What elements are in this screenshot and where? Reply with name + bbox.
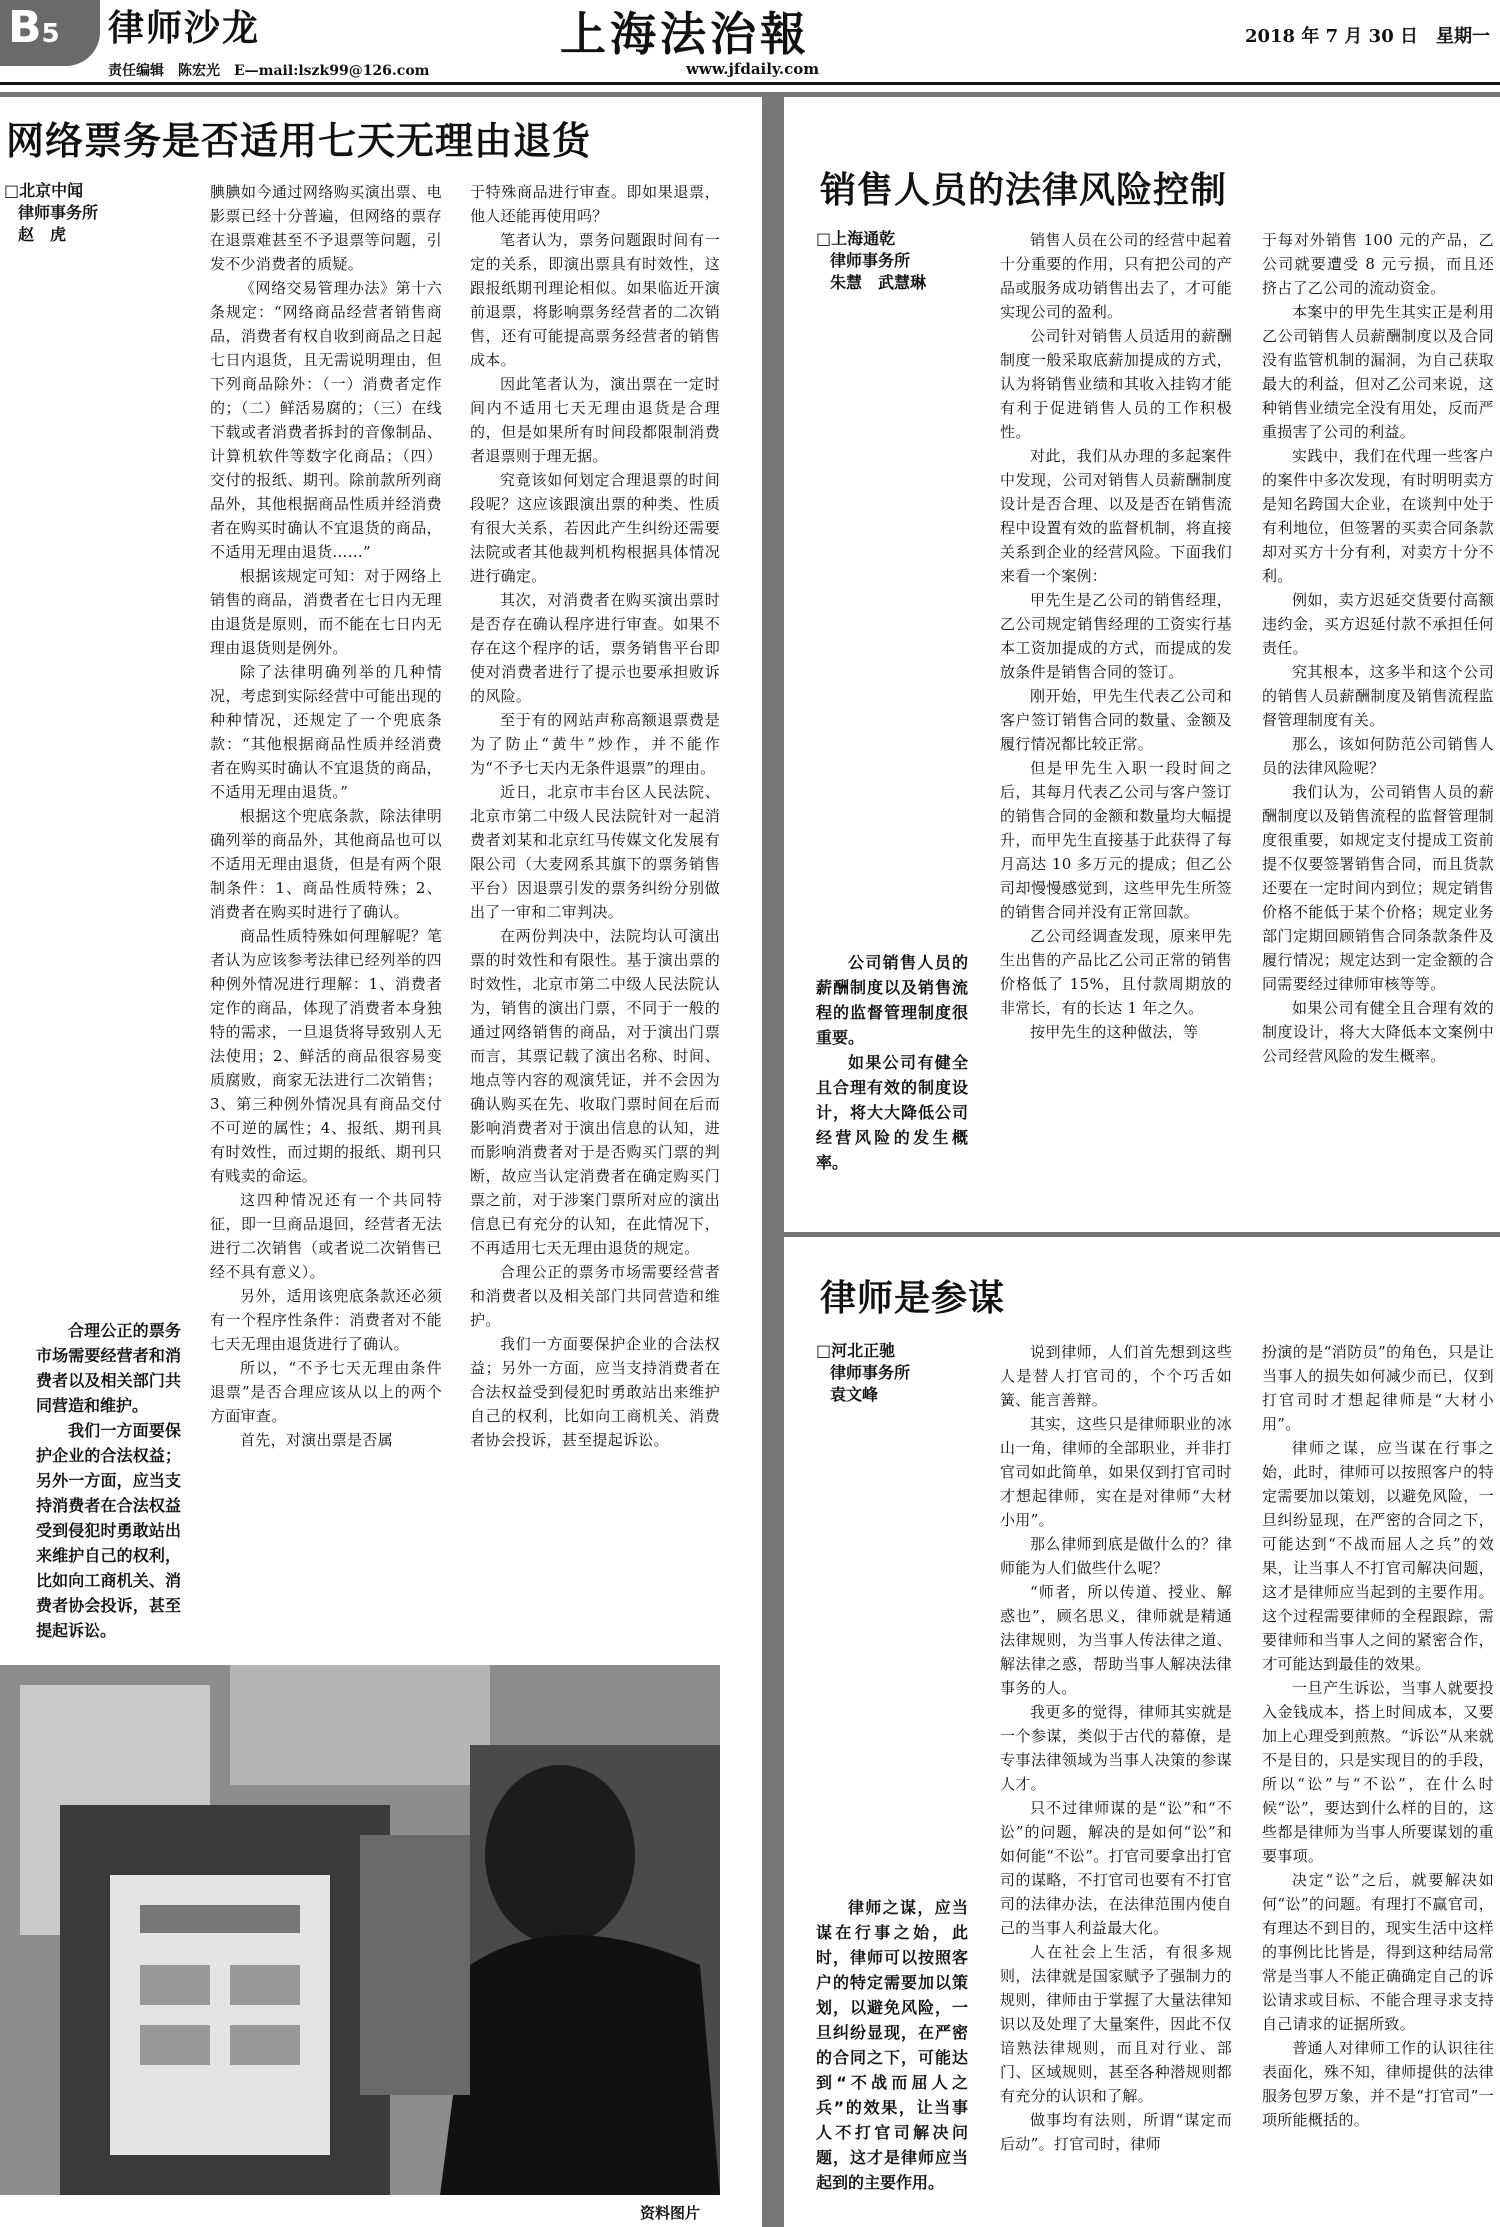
body-paragraph: 人在社会上生活，有很多规则，法律就是国家赋予了强制力的规则，律师由于掌握了大量法律知识以及处理了大量案件，因此不仅谙熟法律规则，而且对行业、部门、区域规则，甚至各种潜规则都有充分的认识和了解。 [1000, 1943, 1232, 2105]
body-paragraph: 其实，这些只是律师职业的冰山一角，律师的全部职业，并非打官司如此简单，如果仅到打官司时才想起律师，实在是对律师“大材小用”。 [1000, 1415, 1232, 1529]
body-paragraph: 但是甲先生入职一段时间之后，其每月代表乙公司与客户签订的销售合同的金额和数量均大幅提升，而甲先生直接基于此获得了每月高达 10 多万元的提成；但乙公司却慢慢感觉到，这些甲先生所签的销售合同并没有正常回款。 [1000, 759, 1232, 921]
article1-title: 网络票务是否适用七天无理由退货 [6, 119, 592, 163]
body-paragraph: 除了法律明确列举的几种情况，考虑到实际经营中可能出现的种种情况，还规定了一个兜底条款：“其他根据商品性质并经消费者在购买时确认不宜退货的商品，不适用无理由退货。” [210, 663, 442, 801]
body-paragraph: 因此笔者认为，演出票在一定时间内不适用七天无理由退货是合理的，但是如果所有时间段都限制消费者退票则于理无据。 [470, 375, 720, 465]
article2-byline-line1: □上海通乾 [816, 229, 896, 248]
page-code: B [8, 2, 42, 53]
body-paragraph: 那么律师到底是做什么的？律师能为人们做些什么呢？ [1000, 1535, 1232, 1577]
article2-byline-line2: 律师事务所 [830, 251, 911, 270]
body-paragraph: 其次，对消费者在购买演出票时是否存在确认程序进行审查。如果不存在这个程序的话，票务销售平台即使对消费者进行了提示也要承担败诉的风险。 [470, 591, 720, 705]
article2-byline [816, 228, 996, 294]
body-paragraph: 合理公正的票务市场需要经营者和消费者以及相关部门共同营造和维护。 [470, 1263, 720, 1329]
article1-byline [4, 180, 114, 246]
site-url: www.jfdaily.com [686, 60, 820, 78]
body-paragraph: 于特殊商品进行审查。即如果退票，他人还能再使用吗？ [470, 183, 720, 225]
article3-col1 [1000, 1340, 1232, 2225]
pull-quote-paragraph: 我们一方面要保护企业的合法权益；另外一方面，应当支持消费者在合法权益受到侵犯时勇敢站出来维护自己的权利，比如向工商机关、消费者协会投诉，甚至提起诉讼。 [36, 1421, 181, 1640]
pull-quote-paragraph: 合理公正的票务市场需要经营者和消费者以及相关部门共同营造和维护。 [36, 1321, 181, 1415]
body-paragraph: 如果公司有健全且合理有效的制度设计，将大大降低本文案例中公司经营风险的发生概率。 [1262, 999, 1494, 1065]
photo-illustration [0, 1665, 720, 2195]
body-paragraph: 普通人对律师工作的认识往往表面化，殊不知，律师提供的法律服务包罗万象，并不是“打官司”一项所能概括的。 [1262, 2039, 1494, 2129]
article2-col1 [1000, 228, 1232, 1168]
body-paragraph: 一旦产生诉讼，当事人就要投入金钱成本，搭上时间成本，又要加上心理受到煎熬。“诉讼”从来就不是目的，只是实现目的的手段，所以“讼”与“不讼”，在什么时候“讼”，要达到什么样的目的，这些都是律师为当事人所要谋划的重要事项。 [1262, 1679, 1494, 1865]
pull-quote-paragraph: 如果公司有健全且合理有效的制度设计，将大大降低公司经营风险的发生概率。 [816, 1053, 968, 1172]
body-paragraph: 实践中，我们在代理一些客户的案件中多次发现，有时明明卖方是知名跨国大企业，在谈判中处于有利地位，但签署的买卖合同条款却对买方十分有利，对卖方十分不利。 [1262, 447, 1494, 585]
body-paragraph: 究其根本，这多半和这个公司的销售人员薪酬制度及销售流程监督管理制度有关。 [1262, 663, 1494, 729]
body-paragraph: 近日，北京市丰台区人民法院、北京市第二中级人民法院针对一起消费者刘某和北京红马传媒文化发展有限公司（大麦网系其旗下的票务销售平台）因退票引发的票务纠纷分别做出了一审和二审判决。 [470, 783, 720, 921]
page-num: 5 [41, 19, 60, 49]
article1-col2 [470, 180, 720, 1640]
body-paragraph: 对此，我们从办理的多起案件中发现，公司对销售人员薪酬制度设计是否合理、以及是否在销售流程中设置有效的监督机制，将直接关系到企业的经营风险。下面我们来看一个案例： [1000, 447, 1232, 585]
pull-quote-paragraph: 律师之谋，应当谋在行事之始，此时，律师可以按照客户的特定需要加以策划，以避免风险，一旦纠纷显现，在严密的合同之下，可能达到“不战而屈人之兵”的效果，让当事人不打官司解决问题，这才是律师应当起到的主要作用。 [816, 1898, 968, 2192]
body-paragraph: 例如，卖方迟延交货要付高额违约金，买方迟延付款不承担任何责任。 [1262, 591, 1494, 657]
article3-byline [816, 1340, 996, 1406]
body-paragraph: 根据这个兜底条款，除法律明确列举的商品外，其他商品也可以不适用无理由退货，但是有两个限制条件：1、商品性质特殊；2、消费者在购买时进行了确认。 [210, 807, 442, 921]
ticket-machine-photo [0, 1665, 720, 2195]
article2-byline-line3: 朱慧 武慧琳 [830, 273, 927, 292]
body-paragraph: 那么，该如何防范公司销售人员的法律风险呢？ [1262, 735, 1494, 777]
body-paragraph: 本案中的甲先生其实正是利用乙公司销售人员薪酬制度以及合同没有监管机制的漏洞，为自己获取最大的利益，但对乙公司来说，这种销售业绩完全没有用处，反而严重损害了公司的利益。 [1262, 303, 1494, 441]
body-paragraph: 《网络交易管理办法》第十六条规定：“网络商品经营者销售商品，消费者有权自收到商品之日起七日内退货，且无需说明理由，但下列商品除外：（一）消费者定作的；（二）鲜活易腐的；（三）在线下载或者消费者拆封的音像制品、计算机软件等数字化商品；（四）交付的报纸、期刊。除前款所列商品外，其他根据商品性质并经消费者在购买时确认不宜退货的商品，不适用无理由退货……” [210, 279, 442, 561]
article3-title: 律师是参谋 [820, 1278, 1006, 1319]
body-paragraph: 另外，适用该兜底条款还必须有一个程序性条件：消费者对不能七天无理由退货进行了确认。 [210, 1287, 442, 1353]
body-paragraph: 做事均有法则，所谓“谋定而后动”。打官司时，律师 [1000, 2111, 1232, 2153]
body-paragraph: 说到律师，人们首先想到这些人是替人打官司的，个个巧舌如簧、能言善辩。 [1000, 1343, 1232, 1409]
body-paragraph: 按甲先生的这种做法，等 [1030, 1023, 1199, 1041]
pull-quote-paragraph: 公司销售人员的薪酬制度以及销售流程的监督管理制度很重要。 [816, 953, 968, 1047]
body-paragraph: 商品性质特殊如何理解呢？笔者认为应该参考法律已经列举的四种例外情况进行理解：1、消费者定作的商品，体现了消费者本身独特的需求，一旦退货将导致别人无法使用；2、鲜活的商品很容易变质腐败，商家无法进行二次销售；3、第三种例外情况具有商品交付不可逆的属性；4、报纸、期刊具有时效性，而过期的报纸、期刊只有贱卖的命运。 [210, 927, 442, 1185]
article2-col2 [1262, 228, 1494, 1168]
body-paragraph: 首先，对演出票是否属 [240, 1431, 394, 1449]
body-paragraph: 决定“讼”之后，就要解决如何“讼”的问题。有理打不赢官司，有理达不到目的，现实生活中这样的事例比比皆是，得到这种结局常常是当事人不能正确确定自己的诉讼请求或目标、不能合理寻求支持自己请求的证据所致。 [1262, 1871, 1494, 2033]
body-paragraph: 我更多的觉得，律师其实就是一个参谋，类似于古代的幕僚，是专事法律领域为当事人决策的参谋人才。 [1000, 1703, 1232, 1793]
article2-title: 销售人员的法律风险控制 [820, 170, 1228, 211]
body-paragraph: 公司针对销售人员适用的薪酬制度一般采取底薪加提成的方式，认为将销售业绩和其收入挂钩才能有利于促进销售人员的工作积极性。 [1000, 327, 1232, 441]
body-paragraph: 扮演的是“消防员”的角色，只是让当事人的损失如何减少而已，仅到打官司时才想起律师是“大材小用”。 [1262, 1343, 1494, 1433]
article1-byline-line1: □北京中闻 [4, 181, 84, 200]
body-paragraph: 我们一方面要保护企业的合法权益；另外一方面，应当支持消费者在合法权益受到侵犯时勇敢站出来维护自己的权利，比如向工商机关、消费者协会投诉，甚至提起诉讼。 [470, 1335, 720, 1449]
section-title: 律师沙龙 [108, 8, 261, 49]
body-paragraph: 所以，“不予七天无理由条件退票”是否合理应该从以上的两个方面审查。 [210, 1359, 442, 1425]
body-paragraph: 我们认为，公司销售人员的薪酬制度以及销售流程的监督管理制度很重要，如规定支付提成工资前提不仅要签署销售合同，而且货款还要在一定时间内到位；规定销售价格不能低于某个价格；规定业务部门定期回顾销售合同条款条件及履行情况；规定达到一定金额的合同需要经过律师审核等等。 [1262, 783, 1494, 993]
body-paragraph: 销售人员在公司的经营中起着十分重要的作用，只有把公司的产品或服务成功销售出去了，才可能实现公司的盈利。 [1000, 231, 1232, 321]
article3-top-rule [784, 1232, 1500, 1237]
article1-byline-line3: 赵 虎 [18, 225, 67, 244]
column-gutter [762, 92, 784, 2227]
article3-byline-line3: 袁文峰 [830, 1385, 879, 1404]
article1-col1 [210, 180, 442, 1640]
body-paragraph: 刚开始，甲先生代表乙公司和客户签订销售合同的数量、金额及履行情况都比较正常。 [1000, 687, 1232, 753]
header-rule [0, 82, 1500, 85]
photo-caption: 资料图片 [640, 2204, 701, 2222]
body-paragraph: 甲先生是乙公司的销售经理，乙公司规定销售经理的工资实行基本工资加提成的方式，而提成的发放条件是销售合同的签订。 [1000, 591, 1232, 681]
article3-byline-line1: □河北正驰 [816, 1341, 896, 1360]
page-number-badge [0, 0, 100, 66]
body-paragraph: 根据该规定可知：对于网络上销售的商品，消费者在七日内无理由退货是原则，而不能在七日内无理由退货则是例外。 [210, 567, 442, 657]
masthead-logo: 上海法治報 [560, 7, 810, 61]
article1-byline-line2: 律师事务所 [18, 203, 99, 222]
article2-pull-quote [816, 950, 968, 1175]
article3-pull-quote [816, 1895, 968, 2195]
editor-line: 责任编辑 陈宏光 E—mail:lszk99@126.com [108, 63, 430, 79]
body-paragraph: 律师之谋，应当谋在行事之始，此时，律师可以按照客户的特定需要加以策划，以避免风险，一旦纠纷显现，在严密的合同之下，可能达到“不战而屈人之兵”的效果，让当事人不打官司解决问题，这才是律师应当起到的主要作用。这个过程需要律师的全程跟踪，需要律师和当事人之间的紧密合作，才可能达到最佳的效果。 [1262, 1439, 1494, 1673]
article3-col2 [1262, 1340, 1494, 2225]
body-paragraph: 乙公司经调查发现，原来甲先生出售的产品比乙公司正常的销售价格低了 15%，且付款周期放的非常长，有的长达 1 年之久。 [1000, 927, 1232, 1017]
body-paragraph: 至于有的网站声称高额退票费是为了防止“黄牛”炒作，并不能作为“不予七天内无条件退票”的理由。 [470, 711, 720, 777]
body-paragraph: 笔者认为，票务问题跟时间有一定的关系，即演出票具有时效性，这跟报纸期刊理论相似。如果临近开演前退票，将影响票务经营者的二次销售，还有可能提高票务经营者的销售成本。 [470, 231, 720, 369]
body-paragraph: 腆腆如今通过网络购买演出票、电影票已经十分普遍，但网络的票存在退票难甚至不予退票等问题，引发不少消费者的质疑。 [210, 183, 442, 273]
body-paragraph: 这四种情况还有一个共同特征，即一旦商品退回，经营者无法进行二次销售（或者说二次销售已经不具有意义）。 [210, 1191, 442, 1281]
body-paragraph: “师者，所以传道、授业、解惑也”，顾名思义，律师就是精通法律规则，为当事人传法律之道、解法律之惑，帮助当事人解决法律事务的人。 [1000, 1583, 1232, 1697]
article3-byline-line2: 律师事务所 [830, 1363, 911, 1382]
article1-pull-quote [36, 1318, 181, 1643]
body-paragraph: 于每对外销售 100 元的产品，乙公司就要遭受 8 元亏损，而且还挤占了乙公司的流动资金。 [1262, 231, 1494, 297]
article2-top-rule [784, 92, 1500, 97]
date-line: 2018 年 7 月 30 日 星期一 [1244, 26, 1490, 47]
body-paragraph: 究竟该如何划定合理退票的时间段呢？这应该跟演出票的种类、性质有很大关系，若因此产生纠纷还需要法院或者其他裁判机构根据具体情况进行确定。 [470, 471, 720, 585]
body-paragraph: 只不过律师谋的是“讼”和“不讼”的问题，解决的是如何“讼”和如何能“不讼”。打官司要拿出打官司的谋略，不打官司也要有不打官司的法律办法，在法律范围内使自己的当事人利益最大化。 [1000, 1799, 1232, 1937]
body-paragraph: 在两份判决中，法院均认可演出票的时效性和有限性。基于演出票的时效性，北京市第二中级人民法院认为，销售的演出门票，不同于一般的通过网络销售的商品，对于演出门票而言，其票记载了演出名称、时间、地点等内容的观演凭证，并不会因为确认购买在先、收取门票时间在后而影响消费者对于演出信息的认知，进而影响消费者对于是否购买门票的判断，故应当认定消费者在确定购买门票之前，对于涉案门票所对应的演出信息已有充分的认知，在此情况下，不再适用七天无理由退货的规定。 [470, 927, 720, 1257]
article1-top-rule [0, 92, 762, 97]
